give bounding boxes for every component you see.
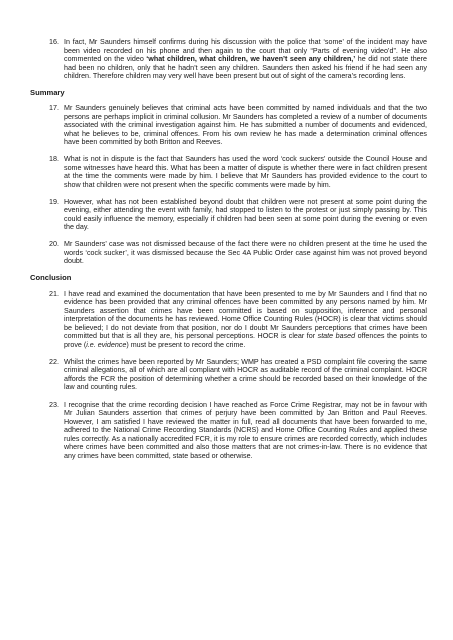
paragraph-number: 16.: [49, 38, 59, 46]
paragraph-text-end: he did not state there had been no children, only that he hadn’t seen any children. Saunders then asked his friend if he had seen any children. Therefore children may very well have been present but out of sight of the camera’s recording lens.: [64, 55, 427, 80]
paragraph-20: [49, 240, 427, 266]
paragraph-text: Mr Saunders’ case was not dismissed because of the fact there were no children present at the time he used the words ‘cock sucker’, it was dismissed because the Sec 4A Public Order case against him was not proved beyond doubt.: [64, 240, 427, 266]
paragraph-19: [49, 197, 427, 232]
paragraph-16: [49, 38, 427, 81]
paragraph-number: 18.: [49, 155, 59, 164]
paragraph-number: 22.: [49, 357, 59, 366]
paragraph-text-part-b: offences the points to prove (: [64, 332, 427, 349]
paragraph-number: 17.: [49, 104, 59, 112]
paragraph-23: [49, 400, 427, 461]
summary-heading: Summary: [30, 87, 65, 97]
paragraph-text-start: In fact, Mr Saunders himself confirms during his discussion with the police that ‘some’ of the incident may have been video recorded on his phone and then again to the court that only “Parts of evening video’d”. He also commented on the video: [64, 38, 427, 63]
italic-phrase: i.e. evidence: [86, 340, 127, 349]
paragraph-18: [49, 155, 427, 189]
paragraph-text: [64, 290, 427, 350]
paragraph-text: What is not in dispute is the fact that Saunders has used the word ‘cock suckers’ outside the Council House and some witnesses have heard this. What has been a matter of dispute is whether there were in fact children present at the time the comments were made by him. I believe that Mr Saunders has provided evidence to the court to show that children were not present when the specific comments were made by him.: [64, 155, 427, 189]
conclusion-heading: Conclusion: [30, 273, 72, 283]
paragraph-text: Mr Saunders genuinely believes that criminal acts have been committed by named individuals and that the two persons are perhaps implicit in criminal collusion. Mr Saunders has completed a review of a number of documents associated with the criminal investigation against him. He has submitted a number of documents and evidenced, what he believes to be, criminal offences. From his own review he has made a determination criminal offences have been committed by both Britton and Reeves.: [64, 104, 427, 146]
paragraph-text: [64, 38, 427, 81]
paragraph-number: 19.: [49, 197, 59, 206]
paragraph-number: 21.: [49, 289, 59, 298]
bold-quote: ‘what children, what children, we haven’t seen any children,’: [146, 55, 356, 63]
italic-phrase: state based: [317, 332, 356, 341]
paragraph-text-part-a: I have read and examined the documentation that have been presented to me by Mr Saunders and I find that no evidence has been provided that any criminal offences have been committed by any persons named by him. Mr Saunders assertion that crimes have been committed is based on supposition, inference and personal interpretation of the documents he has reviewed. Home Office Counting Rules (HOCR) is clear that victims should be believed; I do not deviate from that position, nor do I doubt Mr Saunders perceptions that crimes have been committed but that is all they are, his personal perceptions. HOCR is clear for: [64, 289, 427, 341]
paragraph-number: 20.: [49, 240, 59, 249]
paragraph-number: 23.: [49, 400, 59, 409]
paragraph-text-part-c: ) must be present to record the crime.: [126, 340, 246, 349]
paragraph-17: [49, 104, 427, 147]
paragraph-text: Whilst the crimes have been reported by Mr Saunders; WMP has created a PSD complaint file covering the same criminal allegations, all of which are all compliant with HOCR as auditable record of the criminal complaint. HOCR affords the FCR the position of determining whether a crime should be recorded based on their knowledge of the law and counting rules.: [64, 357, 427, 392]
paragraph-21: [49, 289, 427, 350]
paragraph-22: [49, 357, 427, 392]
paragraph-text: However, what has not been established beyond doubt that children were not present at some point during the evening, either attending the event with family, had stopped to listen to the protest or just simply passing by. This could easily influence the memory, especially if children had been seen at some point during the evening or even the day.: [64, 197, 427, 232]
paragraph-text: I recognise that the crime recording decision I have reached as Force Crime Registrar, may not be in favour with Mr Julian Saunders assertion that crimes of perjury have been committed by Jan Britton and Paul Reeves. However, I am satisfied I have reviewed the matter in full, read all documents that have been forwarded to me, adhered to the National Crime Recording Standards (NCRS) and Home Office Counting Rules and applied these rules correctly. As a nationally accredited FCR, it is my role to ensure crimes are recorded correctly, which includes where crimes have been committed and also those matters that are not crimes-in-law. There is no evidence that any crimes have been committed, state based or otherwise.: [64, 400, 427, 460]
